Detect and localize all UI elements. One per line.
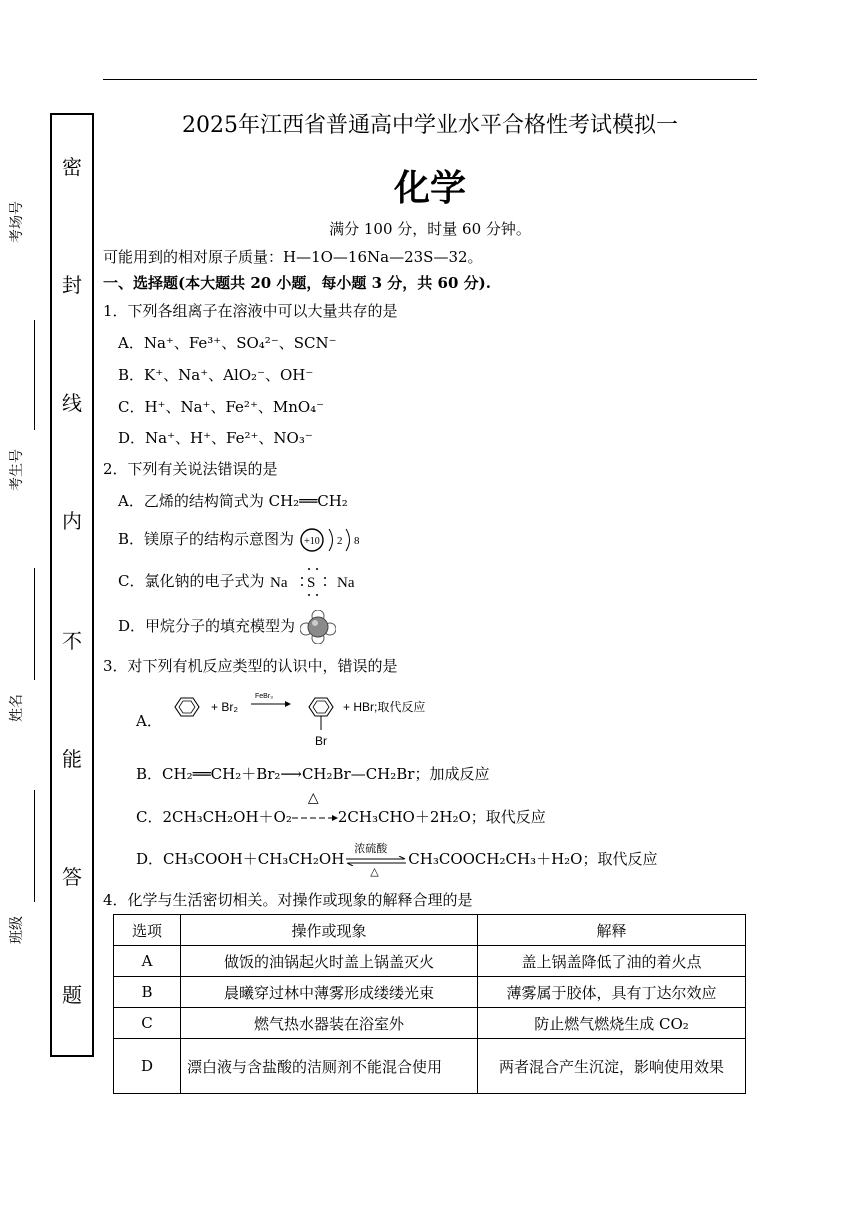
seal-char: 密 [62, 155, 82, 179]
table-cell: 燃气热水器装在浴室外 [181, 1008, 478, 1039]
q3-option-c [136, 790, 546, 827]
q2-option-c [118, 566, 361, 598]
table-cell: D [114, 1039, 181, 1094]
exam-info: 满分 100 分，时量 60 分钟。 [329, 220, 531, 238]
q2-option-b [118, 526, 365, 554]
bromination-reaction-diagram [167, 690, 457, 752]
seal-char: 内 [62, 509, 82, 533]
table-cell: 漂白液与含盐酸的洁厕剂不能混合使用 [181, 1039, 478, 1094]
table-header: 解释 [478, 915, 746, 946]
table-cell: 两者混合产生沉淀，影响使用效果 [478, 1039, 746, 1094]
table-cell: A [114, 946, 181, 977]
shell-1-count: 2 [336, 535, 343, 547]
product-hbr: + HBr;取代反应 [342, 700, 425, 714]
table-cell: 薄雾属于胶体，具有丁达尔效应 [478, 977, 746, 1008]
seal-char: 题 [62, 983, 82, 1007]
seal-char: 线 [62, 391, 82, 415]
atomic-mass-note: 可能用到的相对原子质量：H—1O—16Na—23S—32。 [103, 248, 483, 266]
seal-char: 答 [62, 865, 82, 889]
q2-option-c-text: C．氯化钠的电子式为 [118, 572, 265, 590]
q1-stem: 1．下列各组离子在溶液中可以大量共存的是 [103, 302, 398, 320]
heat-label: △ [370, 865, 379, 878]
atomic-structure-diagram [299, 526, 365, 554]
nucleus-label: +10 [303, 536, 320, 547]
student-id-label: 考生号 [9, 449, 25, 491]
q3-option-d [136, 842, 658, 878]
seal-char: 不 [62, 629, 82, 653]
atom-na-right: Na [337, 575, 355, 591]
q3-option-c-left: C．2CH₃CH₂OH＋O₂ [136, 808, 292, 826]
table-row [114, 977, 746, 1008]
heat-arrow [292, 790, 338, 826]
exam-title: 2025年江西省普通高中学业水平合格性考试模拟一 [182, 113, 678, 138]
table-cell: 做饭的油锅起火时盖上锅盖灭火 [181, 946, 478, 977]
q2-option-a: A．乙烯的结构简式为 CH₂══CH₂ [118, 492, 348, 510]
table-cell: C [114, 1008, 181, 1039]
catalyst-febr3: FeBr₃ [254, 693, 273, 700]
q3-option-a [136, 690, 457, 752]
table-row [114, 1008, 746, 1039]
exam-room-line [34, 320, 35, 430]
subject-title: 化学 [393, 168, 466, 209]
name-line [34, 790, 35, 902]
name-label: 姓名 [9, 694, 25, 722]
table-cell: B [114, 977, 181, 1008]
table-row [114, 946, 746, 977]
q3-option-b: B．CH₂══CH₂＋Br₂⟶CH₂Br—CH₂Br；加成反应 [136, 765, 490, 783]
atom-s: S [307, 575, 316, 591]
table-header: 选项 [114, 915, 181, 946]
top-rule [103, 79, 757, 80]
shell-2-count: 8 [353, 535, 360, 547]
exam-room-label: 考场号 [9, 201, 25, 243]
electron-formula-diagram [269, 566, 361, 598]
table-cell: 晨曦穿过林中薄雾形成缕缕光束 [181, 977, 478, 1008]
reversible-arrow [344, 842, 408, 878]
atom-na-left: Na [270, 575, 288, 591]
q1-option-a: A．Na⁺、Fe³⁺、SO₄²⁻、SCN⁻ [118, 334, 337, 352]
q2-option-d [118, 610, 336, 644]
substituent-br: Br [314, 734, 327, 748]
reagent-br2: + Br₂ [210, 700, 238, 714]
q4-table [113, 914, 746, 1094]
q2-option-d-text: D．甲烷分子的填充模型为 [118, 617, 296, 635]
section-heading: 一、选择题(本大题共 20 小题，每小题 3 分，共 60 分). [103, 274, 491, 292]
arrow-icon [292, 813, 338, 823]
q3-option-d-right: CH₃COOCH₂CH₃＋H₂O；取代反应 [408, 850, 658, 868]
q3-option-c-right: 2CH₃CHO＋2H₂O；取代反应 [337, 808, 546, 826]
q3-option-d-left: D．CH₃COOH＋CH₃CH₂OH [136, 850, 345, 868]
table-cell: 盖上锅盖降低了油的着火点 [478, 946, 746, 977]
q3-stem: 3．对下列有机反应类型的认识中，错误的是 [103, 657, 398, 675]
heat-symbol: △ [307, 790, 319, 806]
methane-model-icon [300, 610, 336, 644]
class-label: 班级 [9, 916, 25, 944]
table-header: 操作或现象 [181, 915, 478, 946]
table-header-row [114, 915, 746, 946]
q1-option-b: B．K⁺、Na⁺、AlO₂⁻、OH⁻ [118, 366, 314, 384]
q2-stem: 2．下列有关说法错误的是 [103, 460, 278, 478]
student-id-line [34, 568, 35, 680]
seal-char: 封 [62, 273, 82, 297]
table-row [114, 1039, 746, 1094]
q2-option-b-text: B．镁原子的结构示意图为 [118, 530, 295, 548]
q1-option-d: D．Na⁺、H⁺、Fe²⁺、NO₃⁻ [118, 429, 313, 447]
q4-stem: 4．化学与生活密切相关。对操作或现象的解释合理的是 [103, 891, 473, 909]
seal-box [50, 113, 94, 1057]
seal-char: 能 [62, 747, 82, 771]
table-cell: 防止燃气燃烧生成 CO₂ [478, 1008, 746, 1039]
q1-option-c: C．H⁺、Na⁺、Fe²⁺、MnO₄⁻ [118, 398, 325, 416]
q3-option-a-label: A． [136, 712, 162, 730]
catalyst-label: 浓硫酸 [354, 842, 388, 855]
